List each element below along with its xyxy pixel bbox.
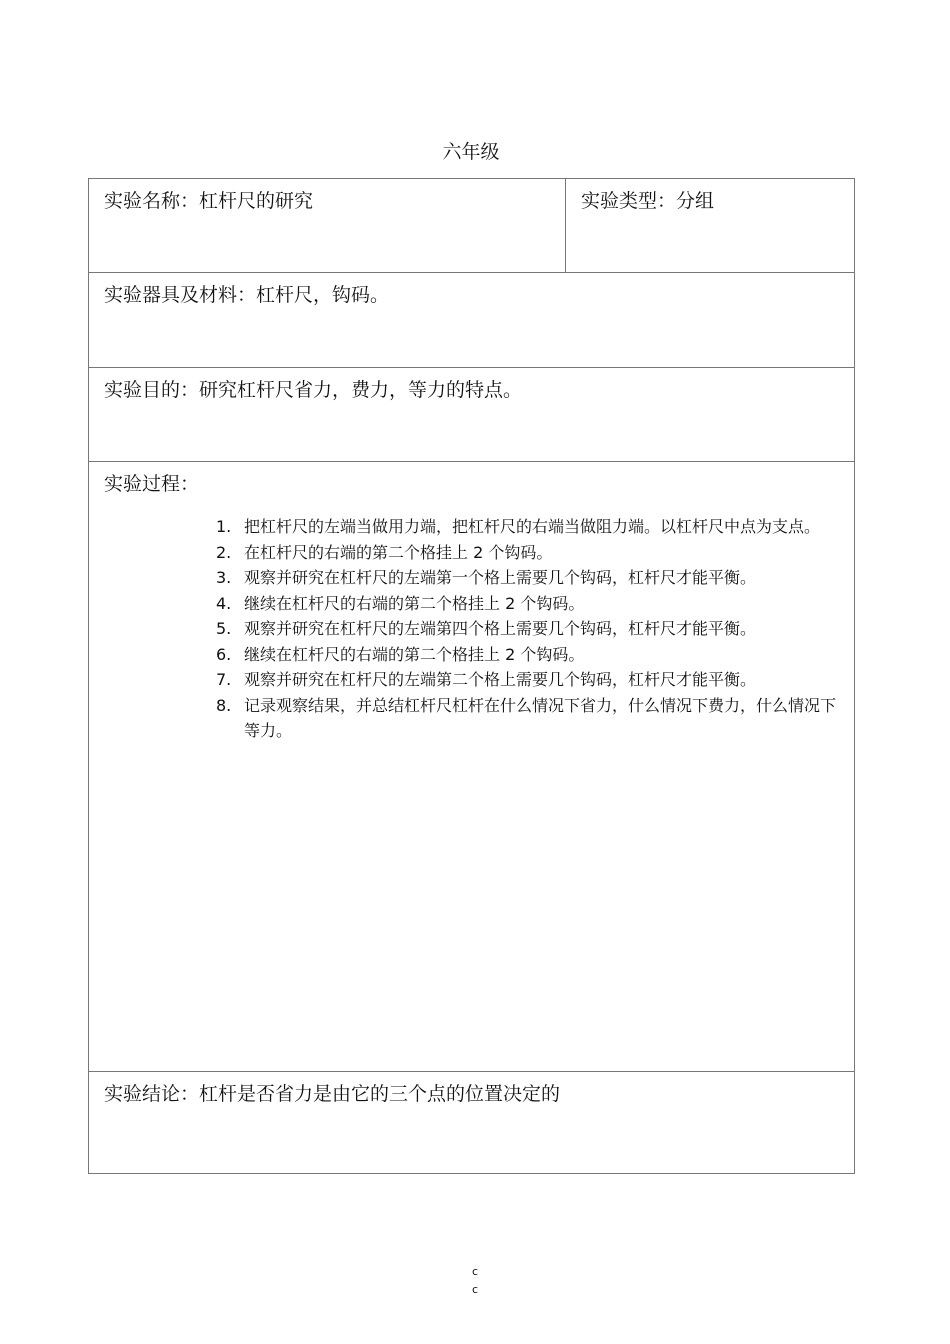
grade-heading: 六年级 xyxy=(442,141,500,163)
materials-cell: 实验器具及材料：杠杆尺，钩码。 xyxy=(89,273,855,368)
process-label: 实验过程： xyxy=(104,473,200,495)
step-text: 记录观察结果，并总结杠杆尺杠杆在什么情况下省力，什么情况下费力，什么情况下等力。 xyxy=(244,695,837,740)
purpose-cell: 实验目的：研究杠杆尺省力，费力，等力的特点。 xyxy=(89,368,855,462)
step-item xyxy=(216,540,840,566)
experiment-type-cell: 实验类型：分组 xyxy=(566,179,855,273)
conclusion-cell: 实验结论：杠杆是否省力是由它的三个点的位置决定的 xyxy=(89,1072,855,1174)
step-item xyxy=(216,667,840,693)
step-number: 1. xyxy=(216,517,232,536)
footer-mark-1: c xyxy=(471,1265,479,1278)
step-number: 4. xyxy=(216,593,232,613)
process-steps-list xyxy=(104,514,840,744)
step-item xyxy=(216,565,840,591)
step-item xyxy=(216,616,840,642)
step-number: 7. xyxy=(216,670,232,689)
step-number: 5. xyxy=(216,619,232,638)
step-item xyxy=(216,514,840,540)
step-text: 把杠杆尺的左端当做用力端，把杠杆尺的右端当做阻力端。以杠杆尺中点为支点。 xyxy=(244,517,821,536)
step-text: 继续在杠杆尺的右端的第二个格挂上 2 个钩码。 xyxy=(244,593,585,613)
step-number: 6. xyxy=(216,644,232,664)
step-text: 在杠杆尺的右端的第二个格挂上 2 个钩码。 xyxy=(244,542,553,562)
step-text: 观察并研究在杠杆尺的左端第一个格上需要几个钩码，杠杆尺才能平衡。 xyxy=(244,568,757,587)
step-number: 2. xyxy=(216,542,232,562)
step-item xyxy=(216,591,840,617)
experiment-name-cell: 实验名称：杠杆尺的研究 xyxy=(89,179,566,273)
process-cell xyxy=(89,462,855,1072)
step-text: 继续在杠杆尺的右端的第二个格挂上 2 个钩码。 xyxy=(244,644,585,664)
experiment-record-table xyxy=(88,178,855,1174)
step-text: 观察并研究在杠杆尺的左端第二个格上需要几个钩码，杠杆尺才能平衡。 xyxy=(244,670,757,689)
step-item xyxy=(216,693,840,744)
footer-mark-2: c xyxy=(471,1283,479,1296)
step-text: 观察并研究在杠杆尺的左端第四个格上需要几个钩码，杠杆尺才能平衡。 xyxy=(244,619,757,638)
step-number: 3. xyxy=(216,568,232,587)
step-number: 8. xyxy=(216,695,232,715)
step-item xyxy=(216,642,840,668)
